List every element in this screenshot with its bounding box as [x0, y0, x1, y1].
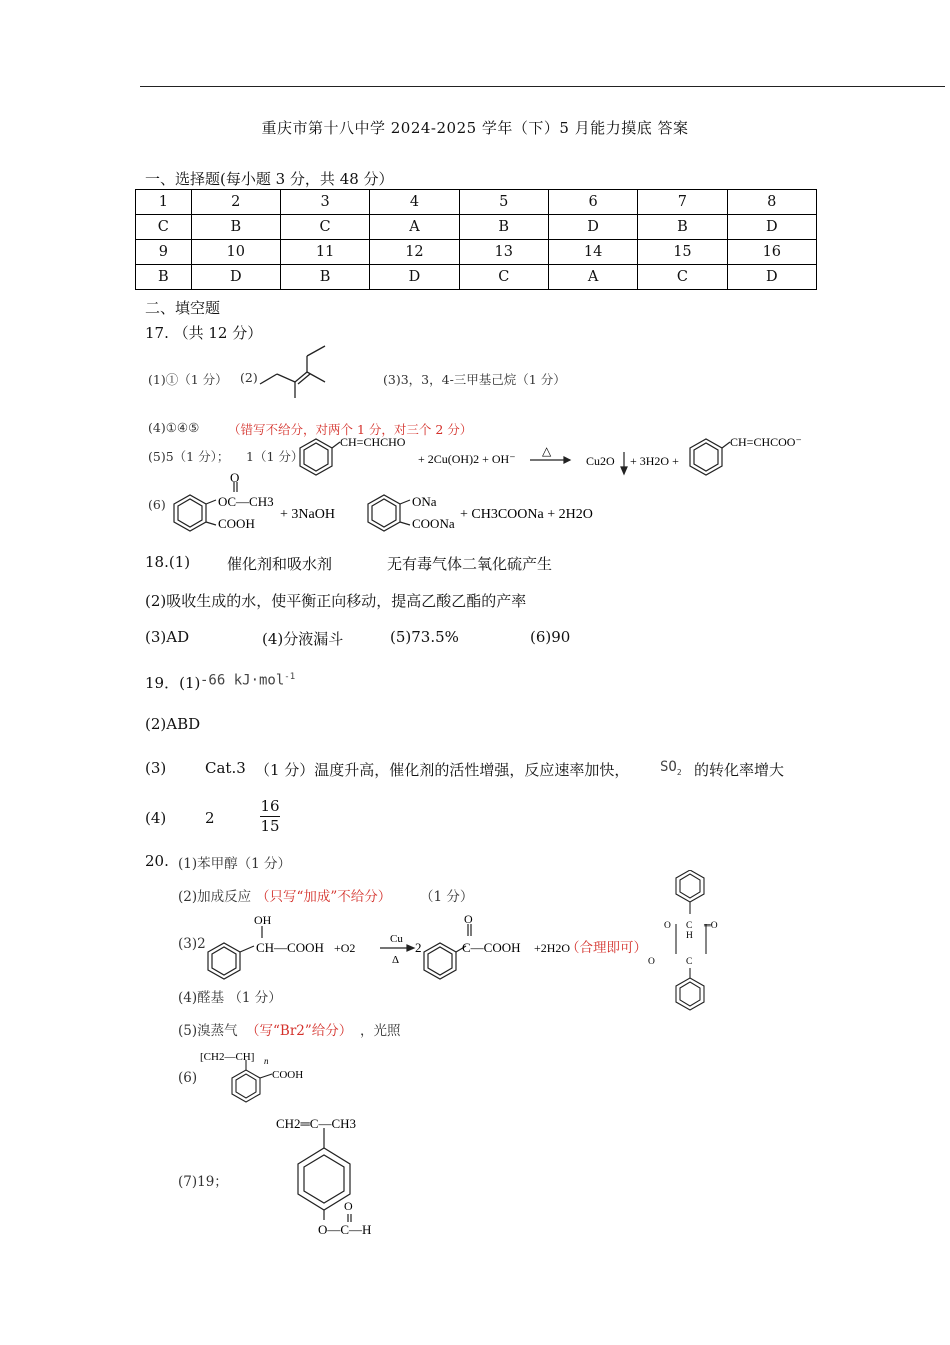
q17-part4-note: （错写不给分，对两个 1 分，对三个 2 分） [228, 422, 473, 437]
lactide-h1: H [686, 931, 693, 941]
q20-part2-note: （只写“加成”不给分） [256, 889, 392, 905]
table-row [136, 190, 817, 215]
answer-table [135, 189, 817, 290]
table-cell: D [548, 215, 637, 240]
lactide-o2: O [648, 957, 655, 967]
eq3-water: +2H2O [534, 941, 571, 955]
q20-part1: (1)苯甲醇（1 分） [178, 856, 292, 872]
table-cell: 14 [548, 240, 637, 265]
q20-part7-structure [270, 1110, 410, 1242]
top-rule [140, 86, 945, 87]
q20-part5: (5)溴蒸气 [178, 1023, 238, 1039]
q20-part4: (4)醛基 （1 分） [178, 990, 282, 1006]
q18-line3-d: (6)90 [530, 628, 571, 646]
table-cell: B [136, 265, 192, 290]
table-cell: A [548, 265, 637, 290]
table-cell: A [370, 215, 459, 240]
eq6-ester: OC—CH3 [218, 494, 274, 509]
eq3-cu: Cu [390, 933, 403, 945]
table-cell: D [370, 265, 459, 290]
eq5-reagents: + 2Cu(OH)2 + OH⁻ [418, 452, 516, 466]
table-cell: B [638, 215, 727, 240]
q17-part5b: 1（1 分） [246, 449, 304, 464]
table-cell: 9 [136, 240, 192, 265]
q19-line4-num: (4) [145, 809, 167, 827]
eq3-oh: OH [254, 913, 272, 927]
q18-line3-c: (5)73.5% [390, 628, 459, 646]
table-cell: 4 [370, 190, 459, 215]
q19-fraction [260, 797, 280, 835]
table-cell: 16 [727, 240, 816, 265]
q17-part1: (1)①（1 分） [148, 372, 228, 387]
q18-line1-b: 无有毒气体二氧化硫产生 [387, 555, 553, 573]
q18-line3-b: (4)分液漏斗 [262, 630, 344, 648]
fraction-denominator: 15 [260, 817, 280, 835]
struct7-o: O [344, 1199, 353, 1213]
eq5-product1: Cu2O [586, 454, 615, 468]
struct7-bottom: O—C—H [318, 1222, 372, 1237]
q20-part3-note: （合理即可） [566, 940, 647, 956]
struct7-top: CH2═C—CH3 [276, 1116, 356, 1131]
eq5-product3: CH=CHCOO⁻ [730, 435, 802, 449]
q20-eq3 [200, 912, 620, 980]
q19-line2: (2)ABD [145, 715, 201, 733]
table-cell: 8 [727, 190, 816, 215]
section2-heading: 二、填空题 [145, 299, 221, 317]
q20-part2-tail: （1 分） [420, 889, 474, 905]
q19-line4-a: 2 [205, 809, 215, 827]
q20-part7: (7)19； [178, 1174, 228, 1190]
eq3-delta: Δ [392, 954, 400, 966]
table-cell: B [191, 215, 280, 240]
q20-header: 20. [145, 852, 169, 870]
table-cell: C [459, 265, 548, 290]
eq6-ona: ONa [412, 494, 437, 509]
q17-part3: (3)3，3，4-三甲基己烷（1 分） [383, 372, 566, 387]
q19-line3-so2 [660, 759, 682, 777]
q17-alkene-structure [255, 342, 335, 402]
eq3-ch: CH—COOH [256, 940, 324, 955]
table-cell: 11 [280, 240, 369, 265]
eq5-condition: △ [542, 444, 552, 458]
q20-part2: (2)加成反应 [178, 889, 252, 905]
table-cell: 7 [638, 190, 727, 215]
lactide-eq-o: ═O [704, 921, 718, 931]
q19-line3-tail: 的转化率增大 [694, 761, 785, 779]
eq3-o: O [464, 912, 473, 926]
table-cell: C [136, 215, 192, 240]
q17-part4: (4)①④⑤ [148, 420, 200, 435]
q19-line1-value [200, 672, 295, 689]
table-cell: D [191, 265, 280, 290]
q19-line1: 19．(1) [145, 674, 201, 692]
eq3-o2: +O2 [334, 941, 356, 955]
table-cell: 3 [280, 190, 369, 215]
table-cell: C [280, 215, 369, 240]
lactide-c2: C [686, 957, 693, 967]
table-cell: D [727, 265, 816, 290]
table-cell: 1 [136, 190, 192, 215]
q20-part5-tail: ，光照 [360, 1023, 401, 1039]
table-cell: 6 [548, 190, 637, 215]
q20-lactide-structure [640, 870, 740, 1012]
table-cell: 5 [459, 190, 548, 215]
lactide-c1: C [686, 921, 693, 931]
table-row [136, 265, 817, 290]
q20-polymer-structure [196, 1046, 326, 1108]
polymer-n: n [264, 1056, 269, 1066]
q19-line3-text: （1 分）温度升高，催化剂的活性增强，反应速率加快， [255, 761, 630, 779]
q19-value-text: -66 kJ·mol [200, 672, 285, 689]
q18-line3-a: (3)AD [145, 628, 190, 646]
table-cell: B [280, 265, 369, 290]
table-cell: B [459, 215, 548, 240]
q17-header: 17. （共 12 分） [145, 324, 263, 342]
table-cell: 12 [370, 240, 459, 265]
eq5-reactant: CH=CHCHO [340, 435, 406, 449]
eq3-two: 2 [415, 940, 422, 955]
q18-line1-a: 催化剂和吸水剂 [227, 555, 333, 573]
eq6-coona: COONa [412, 516, 455, 531]
q20-part3: (3)2 [178, 936, 206, 952]
q20-part6: (6) [178, 1070, 198, 1086]
eq6-reagent: + 3NaOH [280, 507, 335, 522]
q17-eq6 [168, 470, 618, 540]
table-cell: 10 [191, 240, 280, 265]
polymer-chain: [CH2—CH] [200, 1051, 255, 1063]
eq6-cooh: COOH [218, 516, 255, 531]
q18-line1-num: 18.(1) [145, 553, 191, 571]
q18-line2: (2)吸收生成的水，使平衡正向移动，提高乙酸乙酯的产率 [145, 592, 527, 610]
q17-part6: (6) [148, 497, 166, 512]
page-title: 重庆市第十八中学 2024-2025 学年（下）5 月能力摸底 答案 [261, 119, 689, 137]
q19-line3-num: (3) [145, 759, 167, 777]
eq5-product2: + 3H2O + [630, 454, 679, 468]
section1-heading: 一、选择题(每小题 3 分，共 48 分） [145, 170, 394, 188]
eq6-o: O [230, 470, 240, 485]
q19-value-sup: -1 [284, 672, 296, 682]
fraction-numerator: 16 [260, 797, 280, 815]
polymer-cooh: COOH [272, 1069, 304, 1081]
lactide-o1: O [664, 921, 671, 931]
so2-text: SO [660, 759, 677, 775]
q19-line3-cat: Cat.3 [205, 759, 246, 777]
table-cell: 15 [638, 240, 727, 265]
eq6-rest: + CH3COONa + 2H2O [460, 507, 593, 522]
q17-part2-label: (2) [240, 370, 258, 385]
table-cell: 13 [459, 240, 548, 265]
table-row [136, 215, 817, 240]
table-cell: C [638, 265, 727, 290]
table-cell: 2 [191, 190, 280, 215]
table-row [136, 240, 817, 265]
eq3-c-cooh: C—COOH [462, 940, 521, 955]
q20-part5-note: （写“Br2”给分） [246, 1023, 353, 1039]
table-cell: D [727, 215, 816, 240]
q17-part5: (5)5（1 分）； [148, 449, 230, 464]
so2-sub: 2 [676, 767, 682, 777]
